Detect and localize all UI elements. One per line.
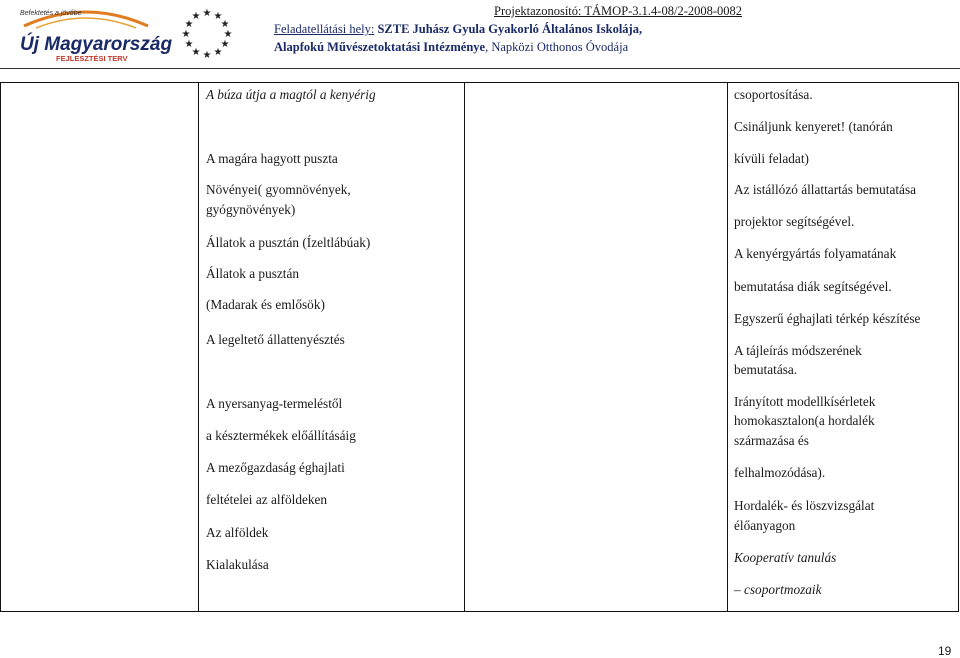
activity-item: bemutatása.	[734, 362, 798, 377]
activity-item: élőanyagon	[734, 518, 796, 533]
svg-text:★: ★	[181, 29, 191, 40]
activity-item: homokasztalon(a hordalék	[734, 413, 875, 428]
topic-item: Állatok a pusztán (Ízeltlábúak)	[206, 235, 371, 250]
activity-item: A tájleírás módszerének	[734, 343, 862, 358]
table-cell-topics	[199, 83, 465, 612]
logo-tagline: Befektetés a jövőbe	[20, 10, 82, 17]
page-number: 19	[938, 644, 952, 658]
topic-item: A magára hagyott puszta	[206, 151, 338, 166]
activity-method: Kooperatív tanulás	[734, 550, 837, 565]
svg-text:★: ★	[191, 11, 201, 22]
uj-magyarorszag-logo	[16, 4, 173, 64]
topic-item: A nyersanyag-termeléstől	[206, 396, 343, 411]
activity-item: kívüli feladat)	[734, 151, 809, 166]
activity-item: Irányított modellkísérletek	[734, 394, 876, 409]
header-divider	[0, 68, 960, 69]
table-cell-activities	[728, 83, 959, 612]
topic-item: gyógynövények)	[206, 202, 296, 217]
activity-item: csoportosítása.	[734, 87, 813, 102]
site-line2-rest: , Napközi Otthonos Óvodája	[485, 40, 629, 54]
topic-item: A legeltető állattenyésztés	[206, 332, 345, 347]
activity-item: A kenyérgyártás folyamatának	[734, 246, 897, 261]
svg-text:★: ★	[220, 19, 230, 30]
activity-item: Az istállózó állattartás bemutatása	[734, 182, 917, 197]
svg-text:★: ★	[223, 29, 233, 40]
site-label: Feladatellátási hely:	[274, 22, 375, 36]
svg-text:★: ★	[202, 50, 212, 61]
activity-method: – csoportmozaik	[734, 582, 822, 597]
svg-text:★: ★	[202, 8, 212, 19]
eu-stars-icon	[176, 6, 238, 61]
topic-item: Állatok a pusztán	[206, 266, 300, 281]
logo-subname: FEJLESZTÉSI TERV	[56, 54, 128, 63]
table-cell-empty	[1, 83, 199, 612]
site-line1: SZTE Juhász Gyula Gyakorló Általános Iskolája,	[377, 22, 643, 36]
activity-item: felhalmozódása).	[734, 465, 826, 480]
topic-item: Kialakulása	[206, 557, 269, 572]
activity-item: Csináljunk kenyeret! (tanórán	[734, 119, 893, 134]
activity-item: bemutatása diák segítségével.	[734, 279, 892, 294]
svg-text:★: ★	[184, 39, 194, 50]
activity-item: projektor segítségével.	[734, 214, 855, 229]
svg-text:★: ★	[191, 47, 201, 58]
topic-item: feltételei az alföldeken	[206, 492, 328, 507]
topic-item: A mezőgazdaság éghajlati	[206, 460, 345, 475]
svg-text:★: ★	[213, 47, 223, 58]
topic-item: Az alföldek	[206, 525, 269, 540]
topic-title: A búza útja a magtól a kenyérig	[206, 87, 376, 102]
activity-item: Hordalék- és löszvizsgálat	[734, 498, 875, 513]
table-cell-empty	[465, 83, 728, 612]
curriculum-table	[0, 82, 959, 612]
site-line2-bold: Alapfokú Művészetoktatási Intézménye	[274, 40, 486, 54]
topic-item: (Madarak és emlősök)	[206, 297, 325, 312]
svg-text:★: ★	[220, 39, 230, 50]
svg-text:★: ★	[213, 11, 223, 22]
logo-name: Új Magyarország	[20, 34, 173, 55]
svg-text:★: ★	[184, 19, 194, 30]
header-text	[274, 2, 954, 56]
project-id: Projektazonosító: TÁMOP-3.1.4-08/2-2008-0082	[494, 4, 743, 18]
document-header	[0, 0, 960, 68]
activity-item: Egyszerű éghajlati térkép készítése	[734, 311, 921, 326]
topic-item: a késztermékek előállításáig	[206, 428, 356, 443]
activity-item: származása és	[734, 433, 809, 448]
topic-item: Növényei( gyomnövények,	[206, 182, 351, 197]
